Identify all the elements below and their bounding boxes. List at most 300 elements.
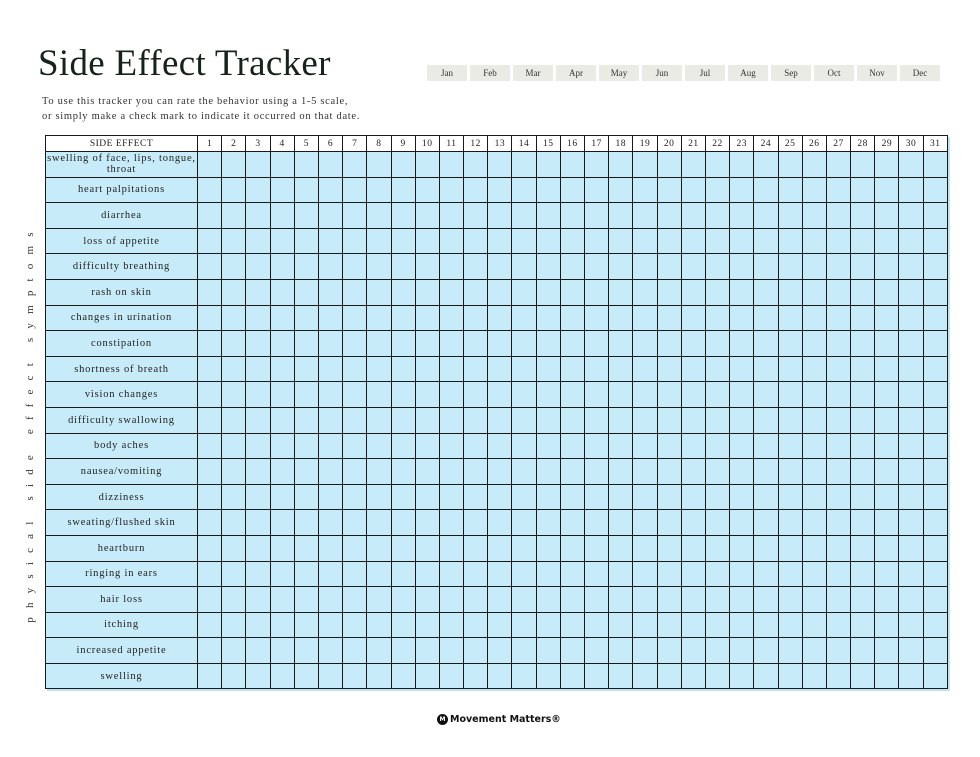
day-cell[interactable]	[270, 638, 294, 664]
day-cell[interactable]	[585, 535, 609, 561]
day-cell[interactable]	[318, 510, 342, 536]
day-cell[interactable]	[343, 663, 367, 689]
day-cell[interactable]	[270, 177, 294, 203]
day-cell[interactable]	[536, 484, 560, 510]
day-cell[interactable]	[705, 535, 729, 561]
day-cell[interactable]	[705, 433, 729, 459]
month-tab-apr[interactable]: Apr	[556, 65, 596, 81]
day-cell[interactable]	[415, 305, 439, 331]
day-cell[interactable]	[222, 152, 246, 178]
day-cell[interactable]	[488, 177, 512, 203]
day-cell[interactable]	[536, 382, 560, 408]
day-cell[interactable]	[778, 356, 802, 382]
day-cell[interactable]	[778, 305, 802, 331]
day-cell[interactable]	[730, 407, 754, 433]
day-cell[interactable]	[585, 459, 609, 485]
day-cell[interactable]	[609, 535, 633, 561]
day-cell[interactable]	[851, 407, 875, 433]
day-cell[interactable]	[294, 459, 318, 485]
day-cell[interactable]	[705, 254, 729, 280]
day-cell[interactable]	[246, 638, 270, 664]
day-cell[interactable]	[778, 587, 802, 613]
day-cell[interactable]	[609, 663, 633, 689]
day-cell[interactable]	[923, 484, 947, 510]
day-cell[interactable]	[851, 177, 875, 203]
day-cell[interactable]	[464, 203, 488, 229]
day-cell[interactable]	[270, 382, 294, 408]
day-cell[interactable]	[318, 407, 342, 433]
day-cell[interactable]	[367, 305, 391, 331]
day-cell[interactable]	[778, 177, 802, 203]
day-cell[interactable]	[536, 638, 560, 664]
day-cell[interactable]	[343, 484, 367, 510]
day-cell[interactable]	[633, 484, 657, 510]
day-cell[interactable]	[367, 407, 391, 433]
day-cell[interactable]	[609, 331, 633, 357]
day-cell[interactable]	[318, 228, 342, 254]
day-cell[interactable]	[875, 510, 899, 536]
day-cell[interactable]	[778, 561, 802, 587]
day-cell[interactable]	[778, 152, 802, 178]
day-cell[interactable]	[899, 433, 923, 459]
month-tab-jun[interactable]: Jun	[642, 65, 682, 81]
day-cell[interactable]	[318, 203, 342, 229]
day-cell[interactable]	[222, 459, 246, 485]
day-cell[interactable]	[222, 561, 246, 587]
day-cell[interactable]	[875, 279, 899, 305]
day-cell[interactable]	[343, 356, 367, 382]
day-cell[interactable]	[367, 228, 391, 254]
day-cell[interactable]	[198, 663, 222, 689]
day-cell[interactable]	[270, 228, 294, 254]
day-cell[interactable]	[198, 356, 222, 382]
day-cell[interactable]	[657, 228, 681, 254]
day-cell[interactable]	[923, 331, 947, 357]
day-cell[interactable]	[802, 152, 826, 178]
day-cell[interactable]	[367, 561, 391, 587]
day-cell[interactable]	[367, 638, 391, 664]
day-cell[interactable]	[585, 177, 609, 203]
day-cell[interactable]	[754, 663, 778, 689]
day-cell[interactable]	[488, 203, 512, 229]
day-cell[interactable]	[778, 407, 802, 433]
day-cell[interactable]	[633, 663, 657, 689]
day-cell[interactable]	[536, 612, 560, 638]
day-cell[interactable]	[705, 228, 729, 254]
day-cell[interactable]	[415, 203, 439, 229]
day-cell[interactable]	[439, 459, 463, 485]
day-cell[interactable]	[222, 433, 246, 459]
day-cell[interactable]	[198, 279, 222, 305]
day-cell[interactable]	[270, 203, 294, 229]
day-cell[interactable]	[826, 356, 850, 382]
day-cell[interactable]	[343, 254, 367, 280]
day-cell[interactable]	[826, 152, 850, 178]
day-cell[interactable]	[633, 510, 657, 536]
day-cell[interactable]	[899, 663, 923, 689]
day-cell[interactable]	[294, 254, 318, 280]
day-cell[interactable]	[367, 356, 391, 382]
day-cell[interactable]	[391, 638, 415, 664]
day-cell[interactable]	[705, 510, 729, 536]
day-cell[interactable]	[585, 587, 609, 613]
day-cell[interactable]	[560, 331, 584, 357]
day-cell[interactable]	[222, 510, 246, 536]
day-cell[interactable]	[294, 152, 318, 178]
day-cell[interactable]	[294, 356, 318, 382]
day-cell[interactable]	[730, 203, 754, 229]
day-cell[interactable]	[681, 203, 705, 229]
day-cell[interactable]	[391, 305, 415, 331]
day-cell[interactable]	[294, 279, 318, 305]
day-cell[interactable]	[609, 433, 633, 459]
day-cell[interactable]	[609, 356, 633, 382]
day-cell[interactable]	[802, 356, 826, 382]
day-cell[interactable]	[802, 510, 826, 536]
day-cell[interactable]	[222, 663, 246, 689]
day-cell[interactable]	[294, 433, 318, 459]
day-cell[interactable]	[512, 177, 536, 203]
day-cell[interactable]	[851, 279, 875, 305]
day-cell[interactable]	[367, 484, 391, 510]
day-cell[interactable]	[222, 612, 246, 638]
day-cell[interactable]	[560, 305, 584, 331]
day-cell[interactable]	[246, 433, 270, 459]
day-cell[interactable]	[318, 587, 342, 613]
day-cell[interactable]	[802, 382, 826, 408]
day-cell[interactable]	[875, 203, 899, 229]
day-cell[interactable]	[294, 535, 318, 561]
day-cell[interactable]	[222, 203, 246, 229]
day-cell[interactable]	[464, 254, 488, 280]
day-cell[interactable]	[585, 663, 609, 689]
day-cell[interactable]	[657, 177, 681, 203]
day-cell[interactable]	[415, 407, 439, 433]
day-cell[interactable]	[415, 638, 439, 664]
day-cell[interactable]	[633, 305, 657, 331]
day-cell[interactable]	[343, 279, 367, 305]
day-cell[interactable]	[802, 228, 826, 254]
day-cell[interactable]	[875, 612, 899, 638]
day-cell[interactable]	[585, 279, 609, 305]
day-cell[interactable]	[294, 331, 318, 357]
day-cell[interactable]	[367, 459, 391, 485]
day-cell[interactable]	[270, 356, 294, 382]
day-cell[interactable]	[367, 254, 391, 280]
day-cell[interactable]	[464, 177, 488, 203]
day-cell[interactable]	[488, 279, 512, 305]
day-cell[interactable]	[923, 305, 947, 331]
day-cell[interactable]	[754, 152, 778, 178]
day-cell[interactable]	[899, 203, 923, 229]
day-cell[interactable]	[778, 228, 802, 254]
day-cell[interactable]	[875, 433, 899, 459]
day-cell[interactable]	[439, 663, 463, 689]
day-cell[interactable]	[681, 459, 705, 485]
day-cell[interactable]	[705, 382, 729, 408]
day-cell[interactable]	[318, 356, 342, 382]
day-cell[interactable]	[343, 331, 367, 357]
day-cell[interactable]	[585, 152, 609, 178]
day-cell[interactable]	[560, 510, 584, 536]
day-cell[interactable]	[560, 203, 584, 229]
day-cell[interactable]	[851, 254, 875, 280]
day-cell[interactable]	[222, 356, 246, 382]
day-cell[interactable]	[415, 254, 439, 280]
day-cell[interactable]	[270, 510, 294, 536]
day-cell[interactable]	[343, 587, 367, 613]
day-cell[interactable]	[367, 203, 391, 229]
day-cell[interactable]	[609, 152, 633, 178]
day-cell[interactable]	[536, 305, 560, 331]
day-cell[interactable]	[899, 638, 923, 664]
day-cell[interactable]	[851, 484, 875, 510]
day-cell[interactable]	[536, 331, 560, 357]
day-cell[interactable]	[923, 561, 947, 587]
day-cell[interactable]	[705, 407, 729, 433]
day-cell[interactable]	[222, 254, 246, 280]
day-cell[interactable]	[198, 305, 222, 331]
day-cell[interactable]	[681, 228, 705, 254]
day-cell[interactable]	[536, 177, 560, 203]
day-cell[interactable]	[318, 484, 342, 510]
day-cell[interactable]	[923, 254, 947, 280]
day-cell[interactable]	[464, 612, 488, 638]
day-cell[interactable]	[294, 203, 318, 229]
day-cell[interactable]	[439, 407, 463, 433]
day-cell[interactable]	[633, 587, 657, 613]
day-cell[interactable]	[464, 305, 488, 331]
day-cell[interactable]	[512, 356, 536, 382]
day-cell[interactable]	[730, 459, 754, 485]
day-cell[interactable]	[657, 612, 681, 638]
day-cell[interactable]	[802, 459, 826, 485]
day-cell[interactable]	[875, 484, 899, 510]
day-cell[interactable]	[585, 638, 609, 664]
day-cell[interactable]	[633, 382, 657, 408]
day-cell[interactable]	[778, 535, 802, 561]
day-cell[interactable]	[899, 228, 923, 254]
day-cell[interactable]	[730, 305, 754, 331]
day-cell[interactable]	[536, 254, 560, 280]
day-cell[interactable]	[512, 561, 536, 587]
day-cell[interactable]	[730, 331, 754, 357]
day-cell[interactable]	[681, 305, 705, 331]
day-cell[interactable]	[705, 331, 729, 357]
day-cell[interactable]	[826, 305, 850, 331]
day-cell[interactable]	[826, 382, 850, 408]
day-cell[interactable]	[536, 279, 560, 305]
day-cell[interactable]	[367, 510, 391, 536]
day-cell[interactable]	[923, 535, 947, 561]
day-cell[interactable]	[657, 459, 681, 485]
day-cell[interactable]	[681, 152, 705, 178]
day-cell[interactable]	[318, 638, 342, 664]
month-tab-aug[interactable]: Aug	[728, 65, 768, 81]
day-cell[interactable]	[778, 638, 802, 664]
day-cell[interactable]	[318, 152, 342, 178]
day-cell[interactable]	[826, 587, 850, 613]
day-cell[interactable]	[198, 587, 222, 613]
day-cell[interactable]	[246, 228, 270, 254]
day-cell[interactable]	[270, 433, 294, 459]
day-cell[interactable]	[826, 254, 850, 280]
day-cell[interactable]	[851, 587, 875, 613]
day-cell[interactable]	[536, 356, 560, 382]
day-cell[interactable]	[899, 407, 923, 433]
day-cell[interactable]	[899, 152, 923, 178]
day-cell[interactable]	[391, 535, 415, 561]
day-cell[interactable]	[343, 612, 367, 638]
day-cell[interactable]	[391, 382, 415, 408]
day-cell[interactable]	[851, 433, 875, 459]
day-cell[interactable]	[657, 535, 681, 561]
day-cell[interactable]	[439, 433, 463, 459]
day-cell[interactable]	[488, 459, 512, 485]
day-cell[interactable]	[391, 203, 415, 229]
day-cell[interactable]	[512, 203, 536, 229]
day-cell[interactable]	[851, 638, 875, 664]
day-cell[interactable]	[560, 535, 584, 561]
day-cell[interactable]	[633, 228, 657, 254]
day-cell[interactable]	[609, 612, 633, 638]
day-cell[interactable]	[488, 638, 512, 664]
day-cell[interactable]	[802, 484, 826, 510]
day-cell[interactable]	[294, 484, 318, 510]
day-cell[interactable]	[318, 305, 342, 331]
day-cell[interactable]	[705, 152, 729, 178]
day-cell[interactable]	[875, 152, 899, 178]
day-cell[interactable]	[754, 203, 778, 229]
day-cell[interactable]	[270, 279, 294, 305]
day-cell[interactable]	[730, 561, 754, 587]
day-cell[interactable]	[657, 663, 681, 689]
day-cell[interactable]	[415, 663, 439, 689]
day-cell[interactable]	[294, 561, 318, 587]
day-cell[interactable]	[512, 535, 536, 561]
day-cell[interactable]	[246, 663, 270, 689]
day-cell[interactable]	[754, 459, 778, 485]
day-cell[interactable]	[536, 152, 560, 178]
day-cell[interactable]	[560, 279, 584, 305]
day-cell[interactable]	[899, 331, 923, 357]
day-cell[interactable]	[875, 407, 899, 433]
day-cell[interactable]	[512, 612, 536, 638]
day-cell[interactable]	[778, 484, 802, 510]
day-cell[interactable]	[415, 561, 439, 587]
day-cell[interactable]	[875, 561, 899, 587]
day-cell[interactable]	[343, 152, 367, 178]
day-cell[interactable]	[609, 407, 633, 433]
day-cell[interactable]	[464, 561, 488, 587]
day-cell[interactable]	[246, 587, 270, 613]
day-cell[interactable]	[439, 152, 463, 178]
day-cell[interactable]	[899, 382, 923, 408]
day-cell[interactable]	[222, 407, 246, 433]
day-cell[interactable]	[633, 612, 657, 638]
day-cell[interactable]	[899, 587, 923, 613]
day-cell[interactable]	[826, 663, 850, 689]
day-cell[interactable]	[657, 331, 681, 357]
day-cell[interactable]	[343, 177, 367, 203]
day-cell[interactable]	[198, 484, 222, 510]
day-cell[interactable]	[367, 152, 391, 178]
day-cell[interactable]	[802, 663, 826, 689]
day-cell[interactable]	[875, 228, 899, 254]
day-cell[interactable]	[246, 203, 270, 229]
day-cell[interactable]	[318, 382, 342, 408]
day-cell[interactable]	[851, 459, 875, 485]
day-cell[interactable]	[826, 535, 850, 561]
day-cell[interactable]	[270, 152, 294, 178]
day-cell[interactable]	[657, 407, 681, 433]
day-cell[interactable]	[246, 279, 270, 305]
day-cell[interactable]	[343, 228, 367, 254]
day-cell[interactable]	[488, 663, 512, 689]
day-cell[interactable]	[705, 279, 729, 305]
day-cell[interactable]	[657, 587, 681, 613]
day-cell[interactable]	[778, 331, 802, 357]
day-cell[interactable]	[367, 535, 391, 561]
day-cell[interactable]	[512, 433, 536, 459]
day-cell[interactable]	[778, 612, 802, 638]
day-cell[interactable]	[778, 203, 802, 229]
day-cell[interactable]	[560, 612, 584, 638]
month-tab-nov[interactable]: Nov	[857, 65, 897, 81]
day-cell[interactable]	[246, 510, 270, 536]
day-cell[interactable]	[585, 510, 609, 536]
day-cell[interactable]	[633, 459, 657, 485]
day-cell[interactable]	[560, 587, 584, 613]
day-cell[interactable]	[657, 382, 681, 408]
day-cell[interactable]	[730, 638, 754, 664]
day-cell[interactable]	[681, 254, 705, 280]
day-cell[interactable]	[681, 279, 705, 305]
day-cell[interactable]	[367, 331, 391, 357]
day-cell[interactable]	[802, 612, 826, 638]
day-cell[interactable]	[270, 305, 294, 331]
day-cell[interactable]	[851, 612, 875, 638]
day-cell[interactable]	[246, 484, 270, 510]
day-cell[interactable]	[923, 228, 947, 254]
day-cell[interactable]	[512, 279, 536, 305]
day-cell[interactable]	[875, 305, 899, 331]
day-cell[interactable]	[391, 561, 415, 587]
day-cell[interactable]	[343, 561, 367, 587]
day-cell[interactable]	[754, 561, 778, 587]
day-cell[interactable]	[439, 612, 463, 638]
day-cell[interactable]	[560, 356, 584, 382]
day-cell[interactable]	[294, 510, 318, 536]
day-cell[interactable]	[875, 382, 899, 408]
day-cell[interactable]	[512, 152, 536, 178]
day-cell[interactable]	[439, 356, 463, 382]
day-cell[interactable]	[705, 663, 729, 689]
day-cell[interactable]	[705, 305, 729, 331]
day-cell[interactable]	[899, 484, 923, 510]
day-cell[interactable]	[802, 254, 826, 280]
day-cell[interactable]	[512, 484, 536, 510]
day-cell[interactable]	[730, 535, 754, 561]
day-cell[interactable]	[754, 382, 778, 408]
day-cell[interactable]	[198, 561, 222, 587]
day-cell[interactable]	[585, 407, 609, 433]
day-cell[interactable]	[657, 279, 681, 305]
day-cell[interactable]	[681, 331, 705, 357]
day-cell[interactable]	[318, 433, 342, 459]
day-cell[interactable]	[198, 612, 222, 638]
day-cell[interactable]	[899, 561, 923, 587]
